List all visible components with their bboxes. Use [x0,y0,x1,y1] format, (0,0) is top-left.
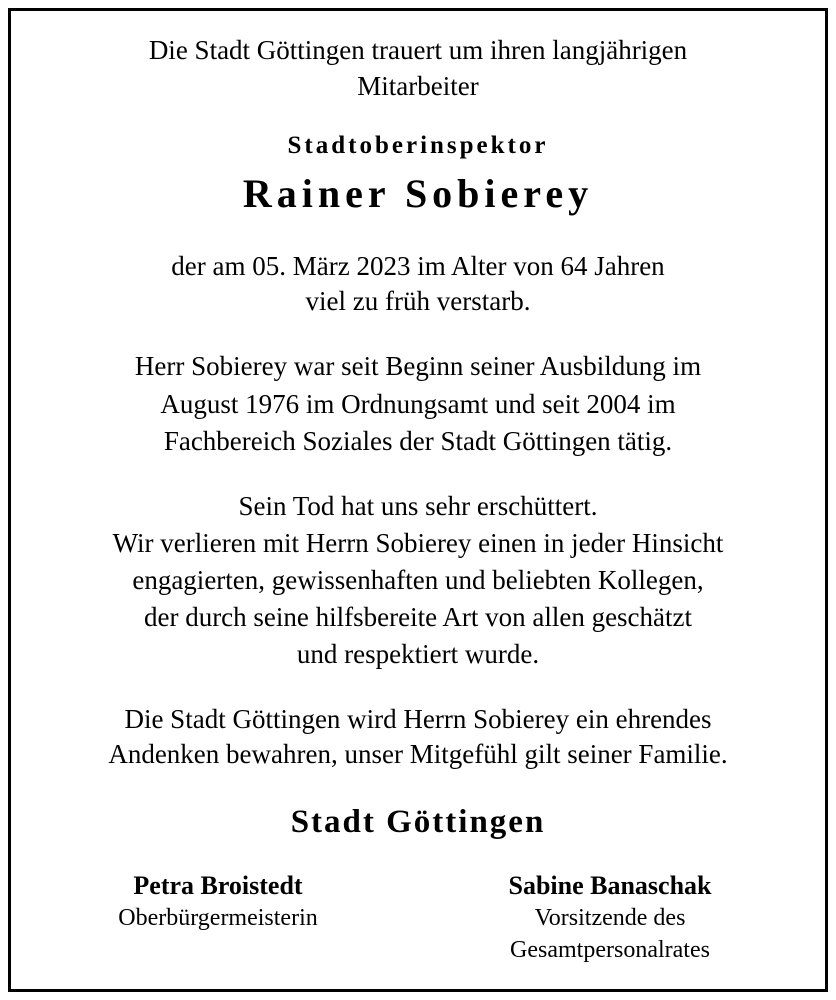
deceased-title: Stadtoberinspektor [287,132,549,159]
career-line-1: Herr Sobierey war seit Beginn seiner Ausbildung im [134,351,702,381]
death-line-1: der am 05. März 2023 im Alter von 64 Jahren [171,251,665,281]
organization-name: Stadt Göttingen [290,804,546,840]
signatory-role-continued: Gesamtpersonalrates [510,937,710,963]
remembrance-line-2: Andenken bewahren, unser Mitgefühl gilt seiner Familie. [108,739,728,769]
career-line-2: August 1976 im Ordnungsamt und seit 2004 im [160,389,676,419]
career-line-3: Fachbereich Soziales der Stadt Göttingen tätig. [163,426,673,456]
signatory-name: Petra Broistedt [133,871,303,900]
signatory-left [58,870,378,934]
deceased-name: Rainer Sobierey [242,171,594,216]
signatory-name: Sabine Banaschak [508,871,712,900]
intro-line-2: Mitarbeiter [357,71,479,101]
signatory-right [450,870,770,966]
signatory-role: Vorsitzende des [534,905,686,931]
tribute-line-5: und respektiert wurde. [296,639,540,669]
tribute-line-2: Wir verlieren mit Herrn Sobierey einen in jeder Hinsicht [112,528,724,558]
tribute-line-4: der durch seine hilfsbereite Art von allen geschätzt [143,602,693,632]
intro-line-1: Die Stadt Göttingen trauert um ihren langjährigen [148,35,688,65]
death-line-2: viel zu früh verstarb. [305,286,531,316]
remembrance-line-1: Die Stadt Göttingen wird Herrn Sobierey ein ehrendes [124,704,712,734]
tribute-line-3: engagierten, gewissenhaften und beliebten Kollegen, [132,565,704,595]
signatory-role: Oberbürgermeisterin [118,905,318,931]
tribute-line-1: Sein Tod hat uns sehr erschüttert. [238,491,598,521]
